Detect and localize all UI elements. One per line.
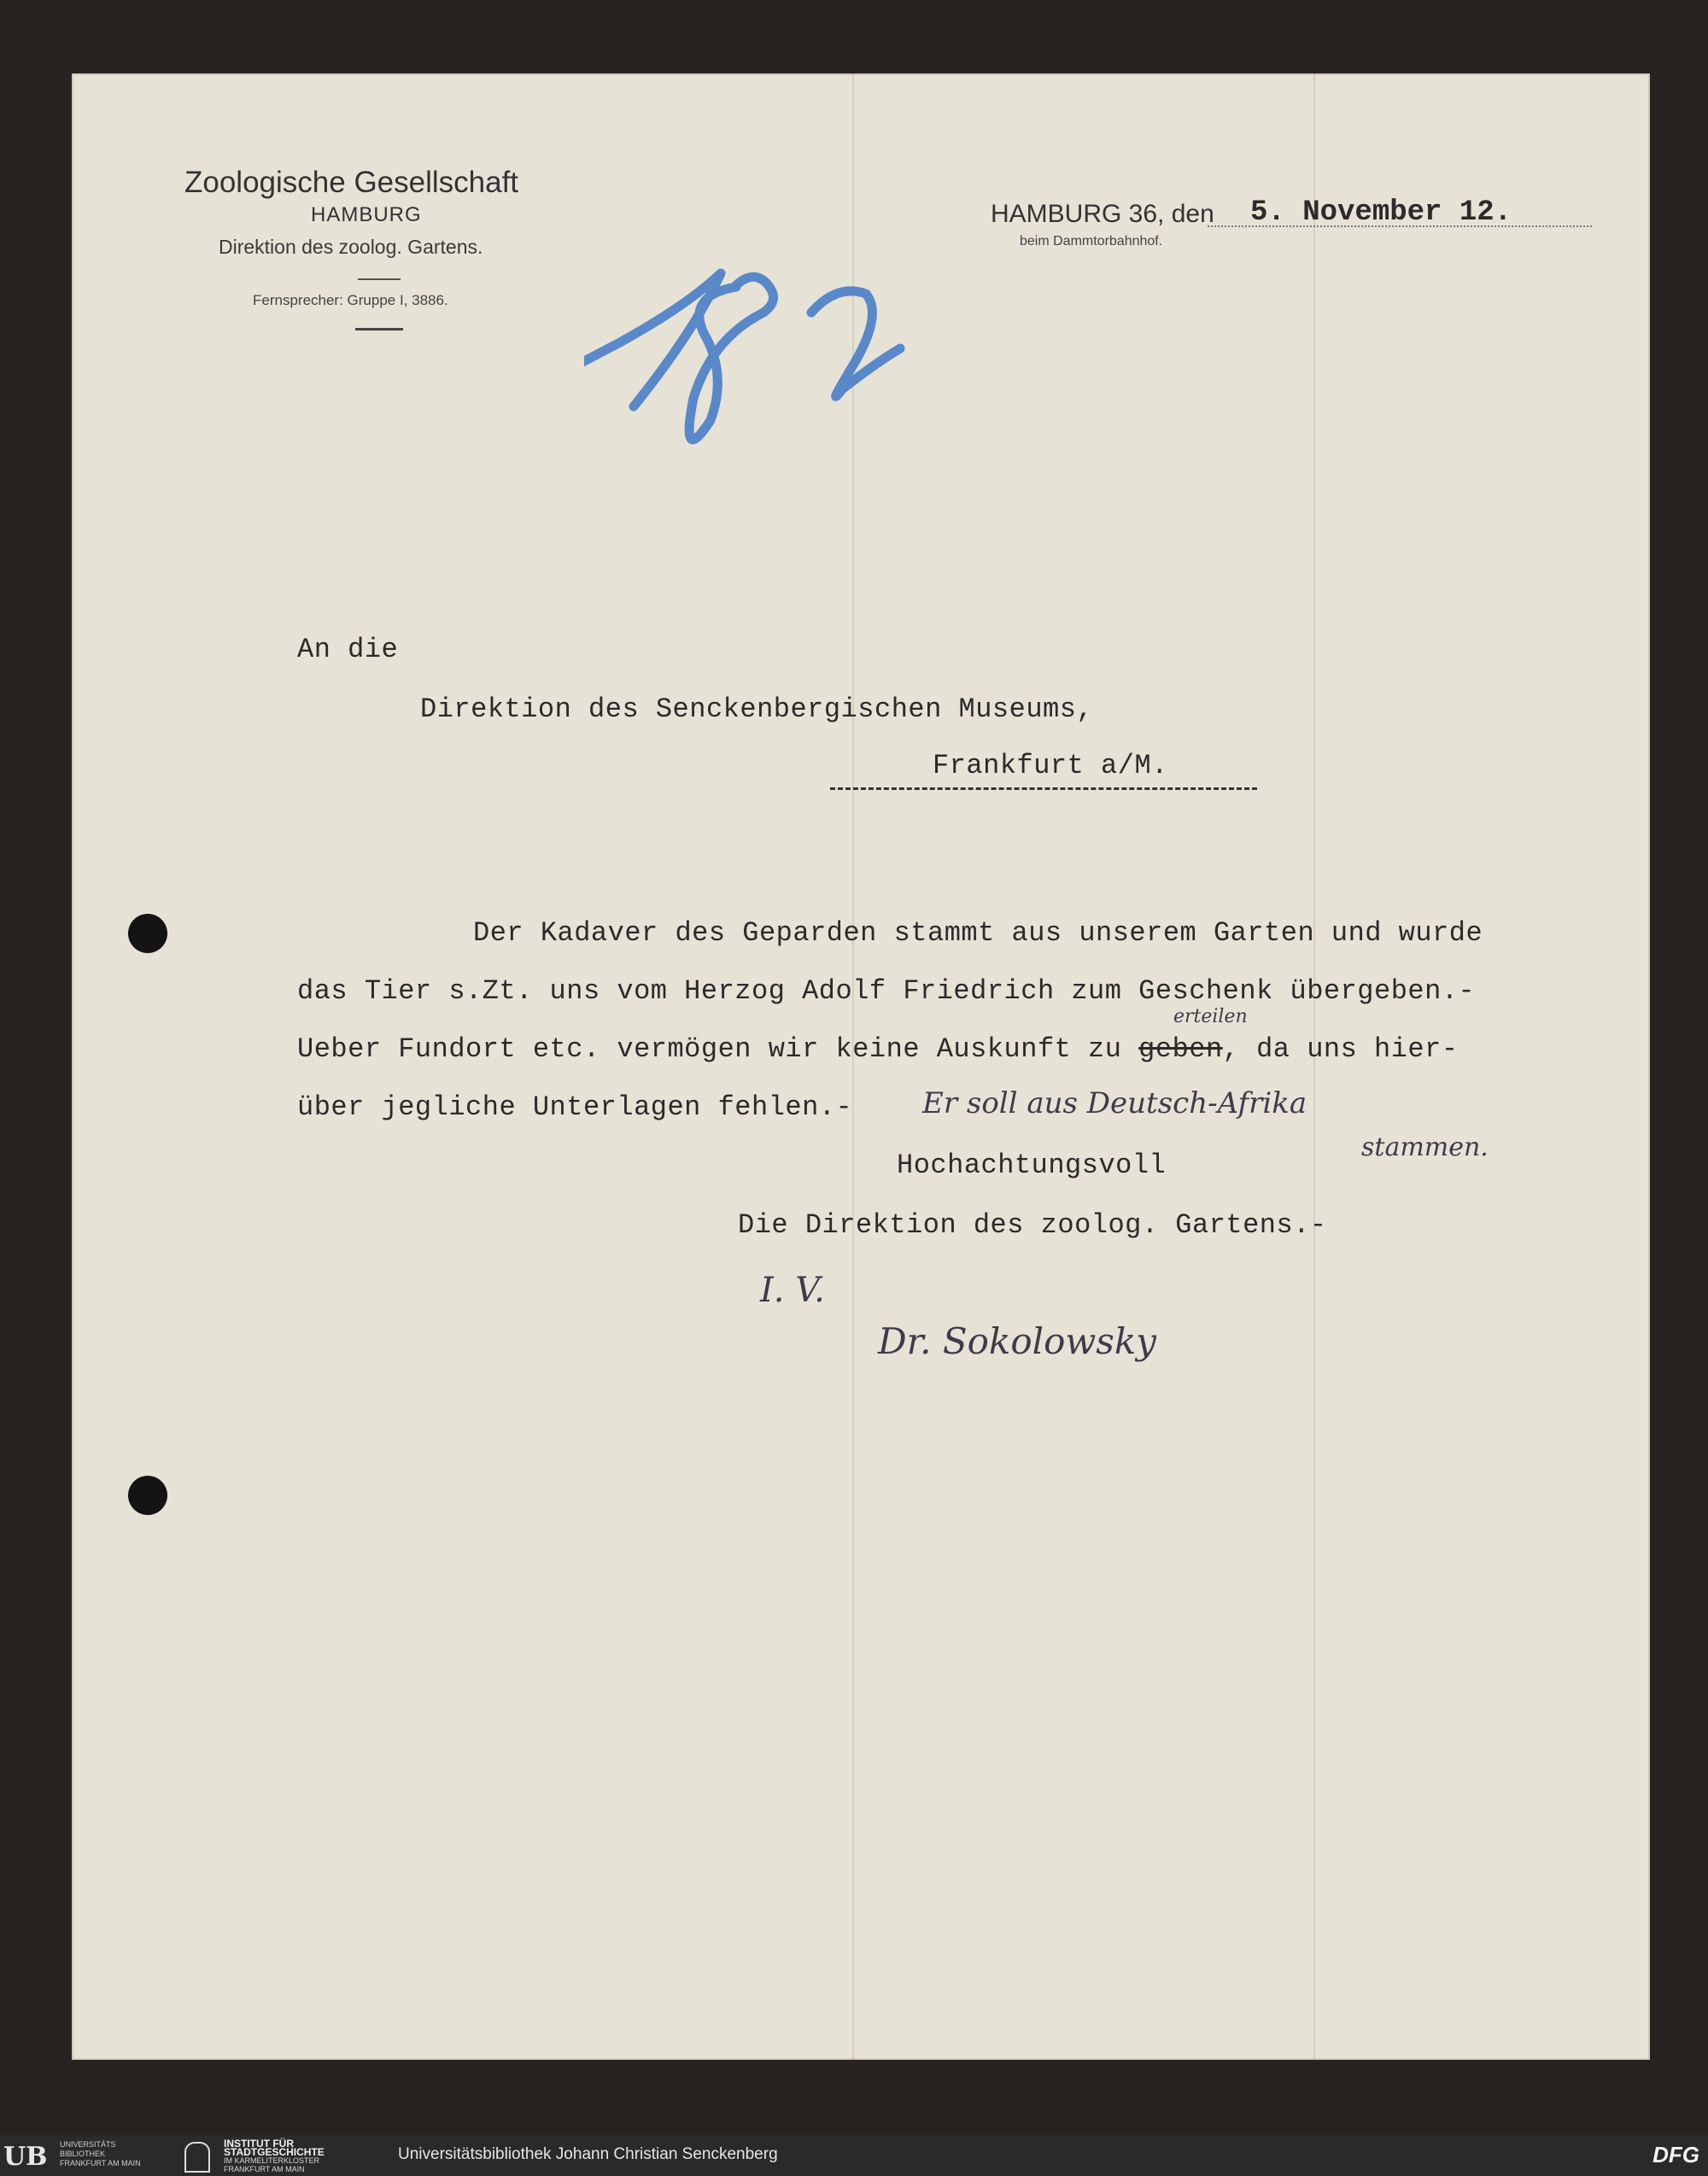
archive-footer-bar <box>0 2135 1708 2176</box>
closing-sender: Die Direktion des zoolog. Gartens.- <box>738 1209 1327 1241</box>
address-underline <box>830 787 1257 790</box>
phone-number: Fernsprecher: Gruppe I, 3886. <box>253 292 448 308</box>
archive-number-182 <box>584 261 1028 518</box>
institute-arch-icon <box>184 2142 210 2173</box>
body-line-3 <box>297 1033 1459 1065</box>
organization-direction: Direktion des zoolog. Gartens. <box>219 236 483 258</box>
closing-salutation: Hochachtungsvoll <box>897 1149 1167 1181</box>
dfg-logo: DFG <box>1652 2142 1699 2167</box>
punch-hole <box>128 914 167 953</box>
punch-hole <box>128 1476 167 1515</box>
signature: Dr. Sokolowsky <box>878 1320 1157 1362</box>
address-recipient: Direktion des Senckenbergischen Museums, <box>420 693 1094 725</box>
body-line-3-end: , da uns hier- <box>1222 1033 1459 1065</box>
letter-date: 5. November 12. <box>1250 196 1512 229</box>
address-salutation: An die <box>297 634 399 665</box>
institute-title: INSTITUT FÜR STADTGESCHICHTE <box>224 2138 325 2158</box>
institute-subtitle: IM KARMELITERKLOSTER FRANKFURT AM MAIN <box>224 2156 320 2173</box>
handwritten-insert: erteilen <box>1173 1006 1248 1027</box>
organization-city: HAMBURG <box>311 203 422 226</box>
body-line-4: über jegliche Unterlagen fehlen.- <box>297 1091 853 1123</box>
address-city: Frankfurt a/M. <box>933 750 1168 781</box>
letter-sheet <box>72 73 1650 2060</box>
body-line-3-start: Ueber Fundort etc. vermögen wir keine Auskunft zu <box>297 1033 1122 1065</box>
handwritten-note-1: Er soll aus Deutsch-Afrika <box>922 1086 1307 1120</box>
iv-mark: I. V. <box>760 1271 825 1310</box>
organization-name: Zoologische Gesellschaft <box>184 166 519 199</box>
ub-logo: UB <box>3 2142 48 2172</box>
ub-logo-subtitle: UNIVERSITÄTS BIBLIOTHEK FRANKFURT AM MAIN <box>60 2140 141 2167</box>
body-line-1: Der Kadaver des Geparden stammt aus unserem Garten und wurde <box>473 917 1483 949</box>
handwritten-note-2: stammen. <box>1361 1132 1489 1162</box>
library-name: Universitätsbibliothek Johann Christian Senckenberg <box>398 2145 778 2163</box>
place-line: HAMBURG 36, den <box>991 200 1214 228</box>
letterhead-divider <box>358 278 401 280</box>
body-line-2: das Tier s.Zt. uns vom Herzog Adolf Friedrich zum Geschenk übergeben.- <box>297 975 1476 1007</box>
institute-logo-text <box>224 2139 369 2173</box>
struck-word: geben <box>1138 1033 1223 1065</box>
station-note: beim Dammtorbahnhof. <box>1020 234 1163 249</box>
letterhead-divider <box>355 328 403 330</box>
